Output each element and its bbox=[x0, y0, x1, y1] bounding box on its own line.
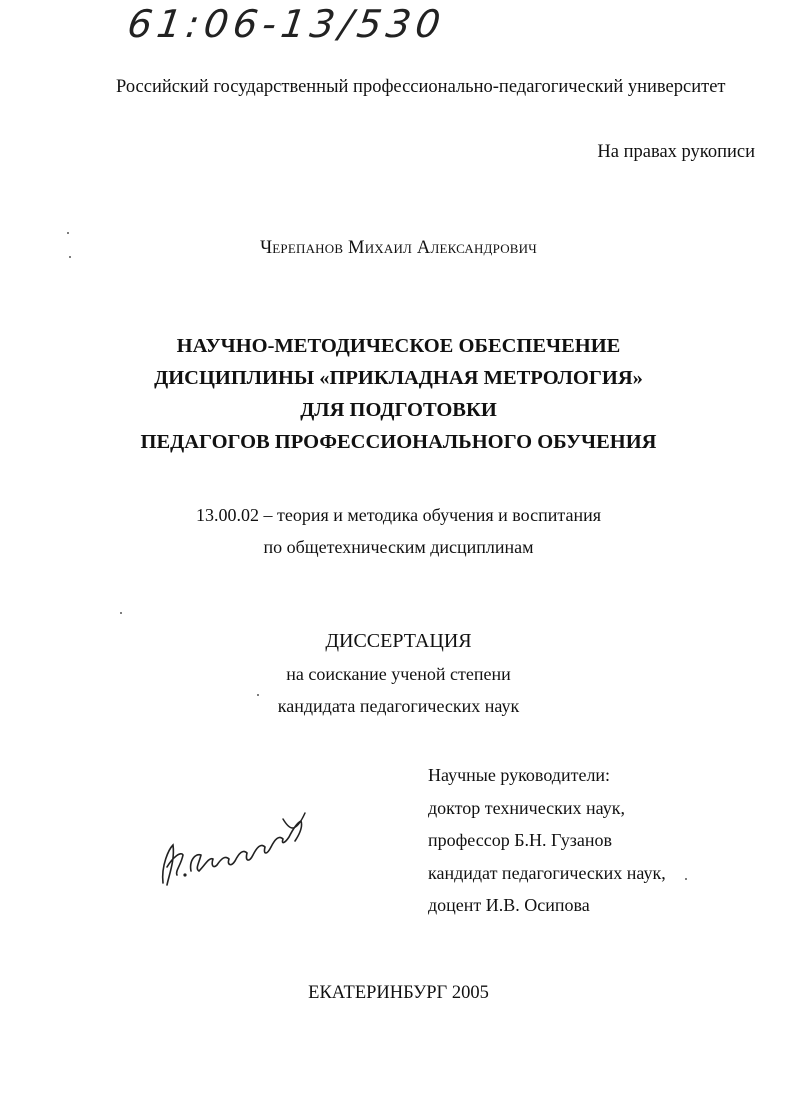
supervisor-line: кандидат педагогических наук, bbox=[428, 862, 666, 883]
supervisors-heading: Научные руководители: bbox=[428, 765, 611, 785]
document-type: ДИССЕРТАЦИЯ bbox=[325, 630, 472, 652]
degree-info bbox=[0, 658, 797, 722]
dissertation-title bbox=[0, 330, 797, 458]
supervisor-line: доктор технических наук, bbox=[428, 797, 625, 818]
scan-speck bbox=[685, 878, 687, 880]
city-year: ЕКАТЕРИНБУРГ 2005 bbox=[308, 983, 489, 1003]
scan-speck bbox=[120, 612, 122, 614]
supervisors-block bbox=[428, 759, 666, 922]
degree-line: кандидата педагогических наук bbox=[277, 696, 520, 716]
scan-speck bbox=[67, 232, 69, 234]
title-line: ПЕДАГОГОВ ПРОФЕССИОНАЛЬНОГО ОБУЧЕНИЯ bbox=[140, 431, 657, 453]
specialty-line: 13.00.02 – теория и методика обучения и воспитания bbox=[195, 505, 602, 525]
degree-line: на соискание ученой степени bbox=[286, 664, 511, 684]
title-line: ДЛЯ ПОДГОТОВКИ bbox=[300, 399, 497, 421]
archive-stamp: 61:06-13/530 bbox=[124, 2, 449, 46]
supervisor-line: профессор Б.Н. Гузанов bbox=[428, 830, 612, 850]
title-line: ДИСЦИПЛИНЫ «ПРИКЛАДНАЯ МЕТРОЛОГИЯ» bbox=[154, 367, 643, 389]
scan-speck bbox=[257, 694, 259, 696]
scan-speck bbox=[69, 256, 71, 258]
manuscript-rights: На правах рукописи bbox=[597, 142, 755, 162]
specialty-line: по общетехническим дисциплинам bbox=[263, 537, 534, 557]
university-name: Российский государственный профессионально-педагогический университет bbox=[116, 77, 726, 97]
author-signature bbox=[155, 805, 315, 895]
author-name: Черепанов Михаил Александрович bbox=[260, 238, 537, 258]
specialty bbox=[0, 499, 797, 563]
title-line: НАУЧНО-МЕТОДИЧЕСКОЕ ОБЕСПЕЧЕНИЕ bbox=[176, 335, 621, 357]
supervisor-line: доцент И.В. Осипова bbox=[428, 895, 590, 915]
